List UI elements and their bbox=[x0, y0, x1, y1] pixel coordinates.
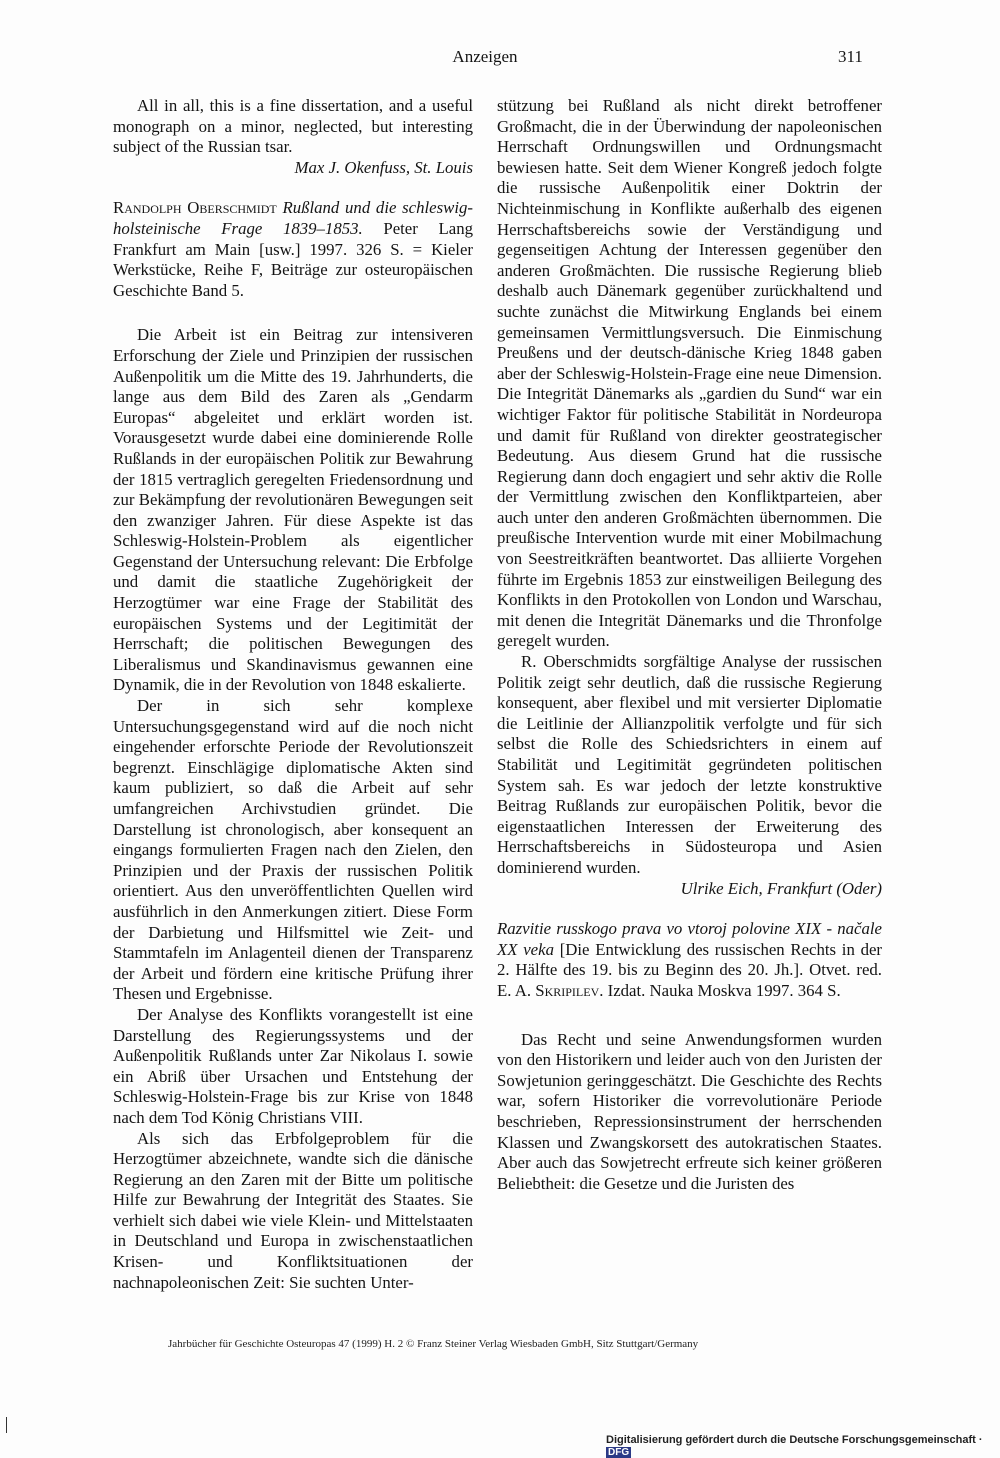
right-column bbox=[497, 96, 882, 1194]
review-paragraph: Der Analyse des Konflikts vorangestellt ist eine Darstellung des Regierungssystems und der Außenpolitik Rußlands unter Zar Nikolaus I. sowie ein Abriß über Ursachen und Entstehung der Schleswig-Holstein-Frage bis zur Krise von 1848 nach dem Tod König Christians VIII. bbox=[113, 1004, 473, 1127]
second-review-bibliographic-entry bbox=[497, 919, 882, 1001]
review-paragraph-continued: stützung bei Rußland als nicht direkt betroffener Großmacht, die in der Überwindung der napoleonischen Herrschaft Ordnungswillen und Ordnungsmacht bewiesen hatte. Seit dem Wiener Kongreß jedoch folgte die russische Außenpolitik einer Doktrin der Nichteinmischung in Konflikte außerhalb des eigenen Herrschaftsbereichs sowie der Verständigung und gegenseitigen Achtung der Interessen gegenüber den anderen Großmächten. Die russische Regierung blieb deshalb auch Dänemark gegenüber zurückhaltend und suchte zunächst die Mitwirkung Englands bei einem gemeinsamen Vermittlungsversuch. Die Einmischung Preußens und der deutsch-dänische Krieg 1848 gaben aber der Schleswig-Holstein-Frage eine neue Dimension. Die Integrität Dänemarks als „gardien du Sund“ war ein wichtiger Faktor für politische Stabilität in Nordeuropa und damit für Rußland von direkter geostrategischer Bedeutung. Aus diesem Grund hat die russische Regierung dann doch engagiert und sehr aktiv die Rolle der Vermittlung zwischen den Konfliktparteien, aber auch unter den anderen Großmächten übernommen. Die preußische Intervention wurde mit einer Mobilmachung von Seestreitkräften beantwortet. Das alliierte Vorgehen führte im Ergebnis 1853 zur einstweiligen Beilegung des Konflikts in den Protokollen von London und Warschau, mit denen die Integrität Dänemarks und die Thronfolge geregelt wurden. bbox=[497, 96, 882, 651]
digitization-text: Digitalisierung gefördert durch die Deutsche Forschungsgemeinschaft · bbox=[606, 1434, 983, 1446]
reviewed-title: Rußland und die schleswig-holsteinische Frage 1839–1853. bbox=[113, 198, 473, 238]
review-paragraph: Der in sich sehr komplexe Untersuchungsgegenstand wird auf die noch nicht eingehender erforschte Periode der Revolutionszeit begrenzt. Einschlägige diplomatische Akten sind kaum publiziert, so daß die Arbeit auf sehr umfangreichen Archivstudien gründet. Die Darstellung ist chronologisch, aber konsequent an eingangs formulierten Fragen nach den Zielen, den Prinzipien und der Praxis der russischen Politik orientiert. Aus den unveröffentlichten Quellen wird ausführlich in den Anmerkungen zitiert. Diese Form der Darbietung und Hilfsmittel wie Zeit- und Stammtafeln im Anlagenteil dienen der Transparenz der Arbeit und fördern eine kritische Prüfung ihrer Thesen und Ergebnisse. bbox=[113, 696, 473, 1004]
review-paragraph: Als sich das Erbfolgeproblem für die Herzogtümer abzeichnete, wandte sich die dänische Regierung an den Zaren mit der Bitte um politische Hilfe zur Bewahrung der Integrität des Staates. Sie verhielt sich dabei wie viele Klein- und Mittelstaaten in Deutschland und Europa in zwischenstaatlichen Krisen- und Konfliktsituationen der nachnapoleonischen Zeit: Sie suchten Unter- bbox=[113, 1128, 473, 1292]
review-bibliographic-entry bbox=[113, 198, 473, 301]
second-reviewed-title: Razvitie russkogo prava vo vtoroj polovine XIX - načale XX veka bbox=[497, 919, 882, 959]
previous-review-ending: All in all, this is a fine dissertation, and a useful monograph on a minor, neglected, but interesting subject of the Russian tsar. bbox=[113, 96, 473, 157]
digitization-banner bbox=[606, 1434, 1000, 1458]
review-paragraph: Die Arbeit ist ein Beitrag zur intensiveren Erforschung der Ziele und Prinzipien der russischen Außenpolitik um die Mitte des 19. Jahrhunderts, die lange aus dem Bild des Zaren als „Gendarm Europas“ abgeleitet und erklärt worden ist. Vorausgesetzt wurde dabei eine dominierende Rolle Rußlands in der europäischen Politik zur Bewahrung der 1815 vertraglich geregelten Friedensordnung und zur Bekämpfung der revolutionären Bewegungen seit den zwanziger Jahren. Für diese Aspekte ist das Schleswig-Holstein-Problem als eigentlicher Gegenstand der Untersuchung relevant: Die Erbfolge und damit die staatliche Zugehörigkeit der Herzogtümer war eine Frage der Stabilität des europäischen Systems und der Legitimität der Herrschaft; die politischen Bewegungen des Liberalismus und Skandinavismus gewannen eine Dynamik, die in der Revolution von 1848 eskalierte. bbox=[113, 325, 473, 695]
reviewed-author: Randolph Oberschmidt bbox=[113, 198, 277, 218]
second-reviewed-editor: Skripilev bbox=[535, 980, 600, 1000]
second-reviewed-details: [Die Entwicklung des russischen Rechts in der 2. Hälfte des 19. bis zu Beginn des 20. Jh.]. Otvet. red. E. A. bbox=[497, 939, 882, 1000]
second-reviewed-publisher: . Izdat. Nauka Moskva 1997. 364 S. bbox=[599, 980, 841, 1000]
previous-review-signature: Max J. Okenfuss, St. Louis bbox=[294, 157, 473, 177]
page-number: 311 bbox=[838, 47, 863, 66]
dfg-logo: DFG bbox=[608, 1447, 630, 1458]
running-header-title: Anzeigen bbox=[452, 47, 518, 66]
review-conclusion: R. Oberschmidts sorgfältige Analyse der russischen Politik zeigt sehr deutlich, daß die russische Regierung konsequent, aber flexibel und mit versierter Diplomatie die Leitlinie der Allianzpolitik verfolgte und für sich selbst die Rolle des Schiedsrichters in einem auf Stabilität und Legitimität gegründeten politischen System sah. Es war jedoch der letzte konstruktive Beitrag Rußlands zur europäischen Politik, bevor die eigenstaatlichen Interessen der Erweiterung des Herrschaftsbereichs in Südosteuropa und Asien dominierend wurden. bbox=[497, 652, 882, 877]
scan-margin-mark bbox=[6, 1417, 7, 1433]
reviewed-publication-details: Peter Lang Frankfurt am Main [usw.] 1997. 326 S. = Kieler Werkstücke, Reihe F, Beiträge zur osteuropäischen Geschichte Band 5. bbox=[113, 218, 473, 300]
review-signature: Ulrike Eich, Frankfurt (Oder) bbox=[680, 878, 882, 898]
second-review-paragraph: Das Recht und seine Anwendungsformen wurden von den Historikern und leider auch von den Juristen der Sowjetunion geringgeschätzt. Die Geschichte des Rechts war, sofern Historiker die vorrevolutionäre Periode beschrieben, Repressionsinstrument der herrschenden Klassen und Zwangskorsett des autokratischen Staates. Aber auch das Sowjetrecht erfreute sich keiner größeren Beliebtheit: die Gesetze und die Juristen des bbox=[497, 1029, 882, 1193]
left-column bbox=[113, 96, 473, 1293]
journal-footer: Jahrbücher für Geschichte Osteuropas 47 (1999) H. 2 © Franz Steiner Verlag Wiesbaden GmbH, Sitz Stuttgart/Germany bbox=[168, 1338, 699, 1350]
